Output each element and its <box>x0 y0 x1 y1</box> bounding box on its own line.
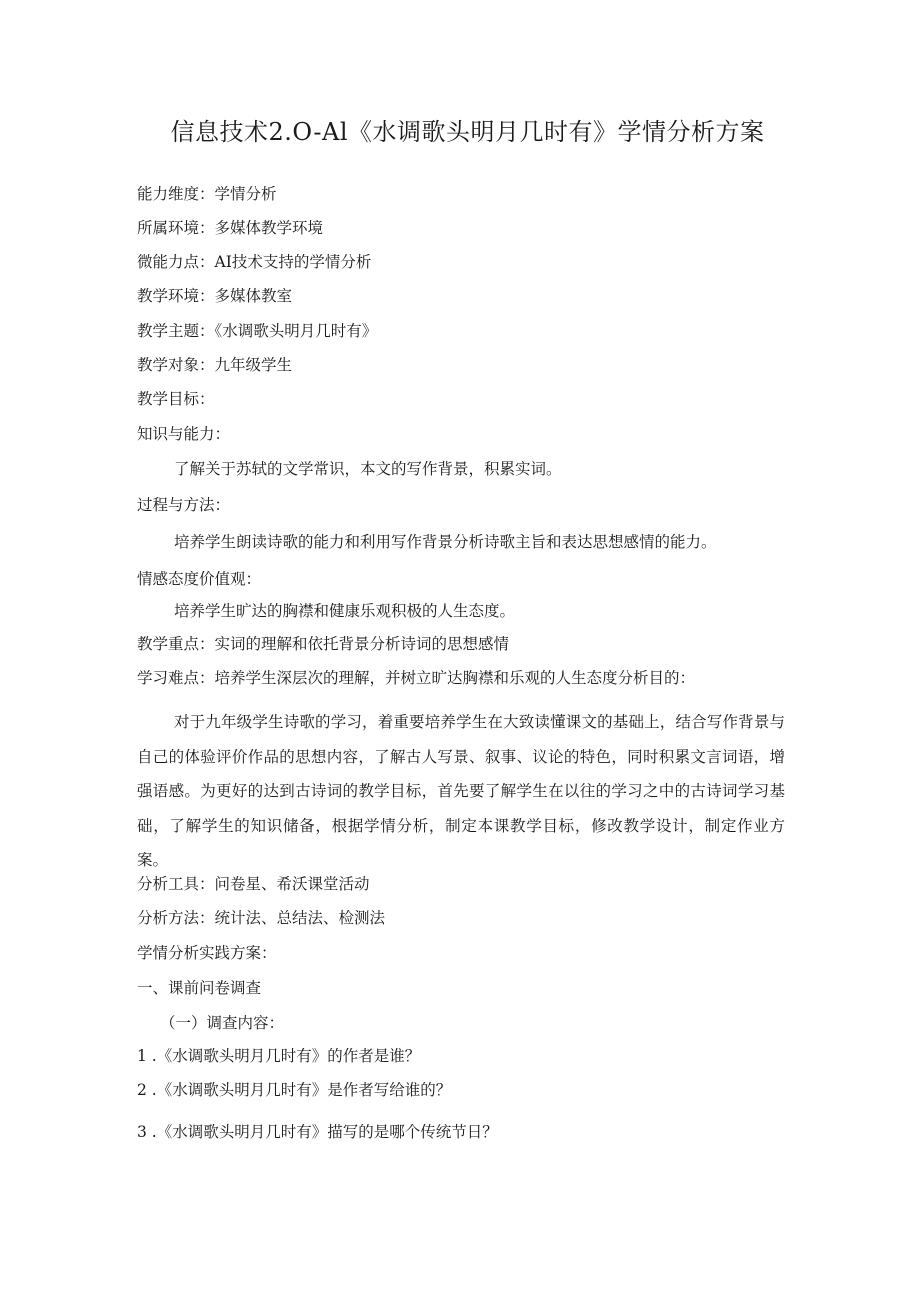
difficulty: 学习难点：培养学生深层次的理解，并树立旷达胸襟和乐观的人生态度分析目的： <box>137 669 696 687</box>
goal-attitude-label: 情感态度价值观： <box>137 570 262 588</box>
goal-attitude-text: 培养学生旷达的胸襟和健康乐观积极的人生态度。 <box>174 602 516 620</box>
goal-process-label: 过程与方法： <box>137 496 231 514</box>
plan-label: 学情分析实践方案： <box>137 944 277 962</box>
meta-theme: 教学主题：《水调歌头明月几时有》 <box>137 322 378 340</box>
subsection-heading: （一）调查内容： <box>160 1014 285 1032</box>
question-item: 3 .《水调歌头明月几时有》描写的是哪个传统节日？ <box>137 1123 498 1141</box>
meta-environment: 所属环境：多媒体教学环境 <box>137 219 324 237</box>
key-point: 教学重点：实词的理解和依托背景分析诗词的思想感情 <box>137 635 510 653</box>
analysis-tools: 分析工具：问卷星、希沃课堂活动 <box>137 875 370 893</box>
goal-knowledge-text: 了解关于苏轼的文学常识，本文的写作背景，积累实词。 <box>174 460 562 478</box>
analysis-methods: 分析方法：统计法、总结法、检测法 <box>137 909 386 927</box>
question-item: 2 .《水调歌头明月几时有》是作者写给谁的？ <box>137 1081 452 1099</box>
goal-process-text: 培养学生朗读诗歌的能力和利用写作背景分析诗歌主旨和表达思想感情的能力。 <box>174 533 717 551</box>
document-title: 信息技术2.O-Al《水调歌头明月几时有》学情分析方案 <box>170 118 765 146</box>
question-item: 1 .《水调歌头明月几时有》的作者是谁？ <box>137 1047 421 1065</box>
section-heading: 一、课前问卷调查 <box>137 979 262 997</box>
meta-ability: 能力维度：学情分析 <box>137 185 277 203</box>
meta-teaching-env: 教学环境：多媒体教室 <box>137 287 293 305</box>
meta-goals-label: 教学目标： <box>137 390 215 408</box>
meta-audience: 教学对象：九年级学生 <box>137 356 293 374</box>
goal-knowledge-label: 知识与能力： <box>137 425 231 443</box>
meta-micro-ability: 微能力点：AI技术支持的学情分析 <box>137 253 372 271</box>
analysis-paragraph: 对于九年级学生诗歌的学习，着重要培养学生在大致读懂课文的基础上，结合写作背景与自己的体验评价作品的思想内容，了解古人写景、叙事、议论的特色，同时积累文言词语，增强语感。为更好的达到古诗词的教学目标，首先要了解学生在以往的学习之中的古诗词学习基础，了解学生的知识储备，根据学情分析，制定本课教学目标，修改教学设计，制定作业方案。 <box>137 713 785 869</box>
